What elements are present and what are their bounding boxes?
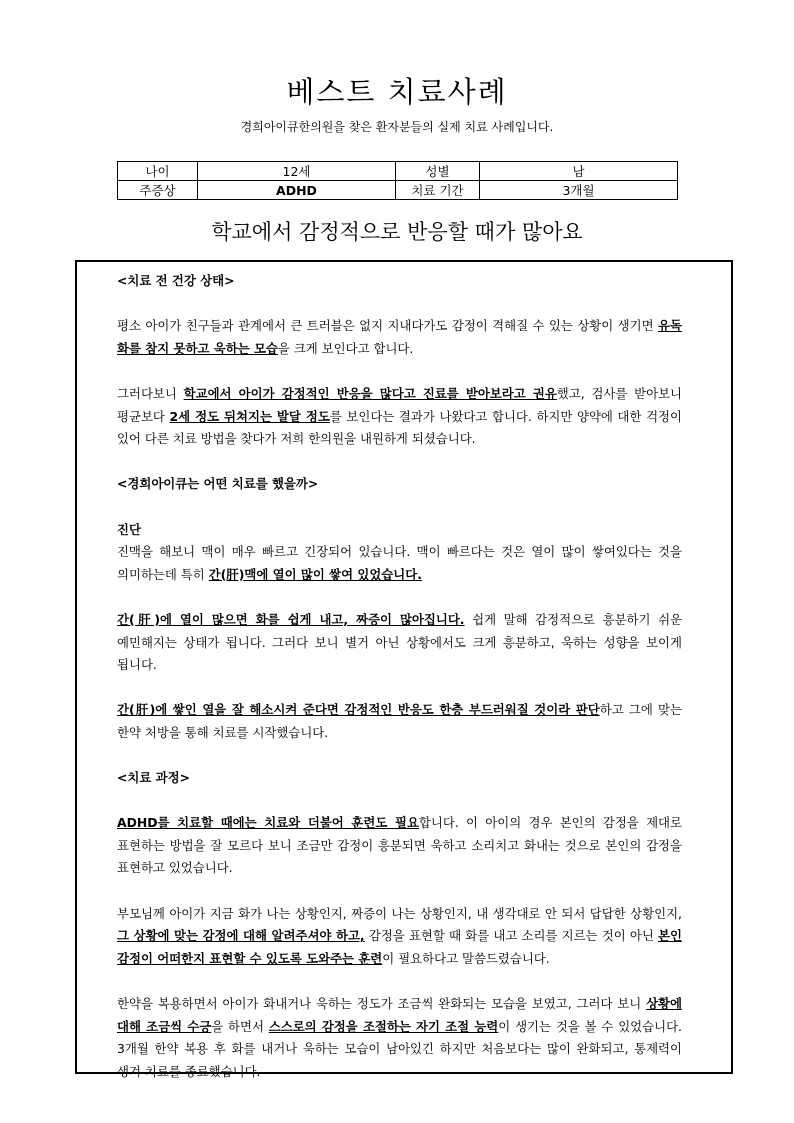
text: 했고, 검사를 받아보니 평균보다 (117, 385, 682, 424)
paragraph (117, 541, 682, 586)
paragraph (117, 903, 682, 971)
text: 을 하면서 (211, 1018, 269, 1034)
text: 진맥을 해보니 맥이 매우 빠르고 긴장되어 있습니다. 맥이 빠르다는 것은 열이 많이 쌓여있다는 것을 의미하는데 특히 (117, 544, 682, 582)
highlight: 본인 감정이 어떠한지 표현할 수 있도록 도와주는 훈련 (117, 928, 682, 966)
case-content (117, 270, 682, 1106)
text: 평소 아이가 친구들과 관계에서 큰 트러블은 없지 지내다가도 감정이 격해질 수 있는 상황이 생기면 (117, 318, 659, 334)
case-title: 학교에서 감정적으로 반응할 때가 많아요 (211, 220, 583, 244)
period-label: 치료 기간 (396, 181, 480, 200)
page-title: 베스트 치료사례 (286, 75, 508, 109)
text: 쉽게 말해 감정적으로 흥분하기 쉬운 예민해지는 상태가 됩니다. 그러다 보니 별거 아닌 상황에서도 크게 흥분하고, 욱하는 성향을 보이게 됩니다. (117, 611, 683, 673)
table-row (118, 181, 678, 200)
gender-label: 성별 (396, 162, 480, 181)
highlight: 학교에서 아이가 감정적인 반응을 많다고 진료를 받아보라고 권유 (183, 385, 557, 401)
highlight: 상황에 대해 조금씩 수긍 (117, 996, 682, 1034)
paragraph (117, 699, 682, 744)
paragraph (117, 609, 682, 677)
highlight: 2세 정도 뒤쳐지는 발달 정도 (169, 408, 330, 424)
highlight: ADHD를 치료할 때에는 치료와 더불어 훈련도 필요 (117, 815, 419, 831)
text: 이 생기는 것을 볼 수 있었습니다. 3개월 한약 복용 후 화를 내거나 욱하는 모습이 남아있긴 하지만 처음보다는 많이 완화되고, 통제력이 생겨 치료를 종료했습니다. (117, 1018, 682, 1079)
section-heading-treatment: <경희아이큐는 어떤 치료를 했을까> (117, 476, 319, 492)
highlight: 간(肝)에 쌓인 열을 잘 해소시켜 준다면 감정적인 반응도 한층 부드러워질 것이라 판단 (117, 702, 600, 718)
text: 를 보인다는 결과가 나왔다고 합니다. 하지만 양약에 대한 걱정이 있어 다른 치료 방법을 찾다가 저희 한의원을 내원하게 되셨습니다. (117, 408, 682, 447)
symptom-value: ADHD (198, 181, 396, 200)
section-heading-before: <치료 전 건강 상태> (117, 273, 235, 288)
text: 그러다보니 (117, 385, 184, 401)
paragraph (117, 993, 682, 1083)
gender-value: 남 (480, 162, 678, 181)
highlight: 그 상황에 맞는 감정에 대해 알려주셔야 하고, (117, 928, 365, 944)
diagnosis-label: 진단 (117, 521, 141, 537)
highlight: 간(肝)에 열이 많으면 화를 쉽게 내고, 짜증이 많아집니다. (117, 611, 465, 627)
table-row (118, 162, 678, 181)
text: 부모님께 아이가 지금 화가 나는 상황인지, 짜증이 나는 상황인지, 내 생각대로 안 되서 답답한 상황인지, (117, 905, 682, 921)
paragraph (117, 315, 682, 360)
text: 감정을 표현할 때 화를 내고 소리를 지르는 것이 아닌 (364, 928, 659, 944)
patient-info-table (117, 161, 678, 200)
text: 합니다. 이 아이의 경우 본인의 감정을 제대로 표현하는 방법을 잘 모르다 보니 조금만 감정이 흥분되면 욱하고 소리치고 화내는 것으로 본인의 감정을 표현하고 있었습니다. (117, 815, 682, 876)
page-subtitle: 경희아이큐한의원을 찾은 환자분들의 실제 치료 사례입니다. (240, 120, 554, 134)
case-content-box (75, 260, 733, 1079)
section-heading-process: <치료 과정> (117, 770, 190, 786)
paragraph (117, 812, 682, 880)
text: 이 필요하다고 말씀드렸습니다. (382, 950, 550, 966)
paragraph (117, 383, 682, 451)
symptom-label: 주증상 (118, 181, 198, 200)
age-value: 12세 (198, 162, 396, 181)
highlight: 간(肝)맥에 열이 많이 쌓여 있었습니다. (208, 566, 422, 582)
period-value: 3개월 (480, 181, 678, 200)
text: 한약을 복용하면서 아이가 화내거나 욱하는 정도가 조금씩 완화되는 모습을 보였고, 그러다 보니 (117, 996, 647, 1011)
text: 하고 그에 맞는 한약 처방을 통해 치료를 시작했습니다. (117, 702, 682, 740)
highlight: 유독 화를 참지 못하고 욱하는 모습 (117, 318, 682, 356)
highlight: 스스로의 감정을 조절하는 자기 조절 능력 (268, 1018, 499, 1034)
age-label: 나이 (118, 162, 198, 181)
text: 을 크게 보인다고 합니다. (277, 340, 414, 356)
